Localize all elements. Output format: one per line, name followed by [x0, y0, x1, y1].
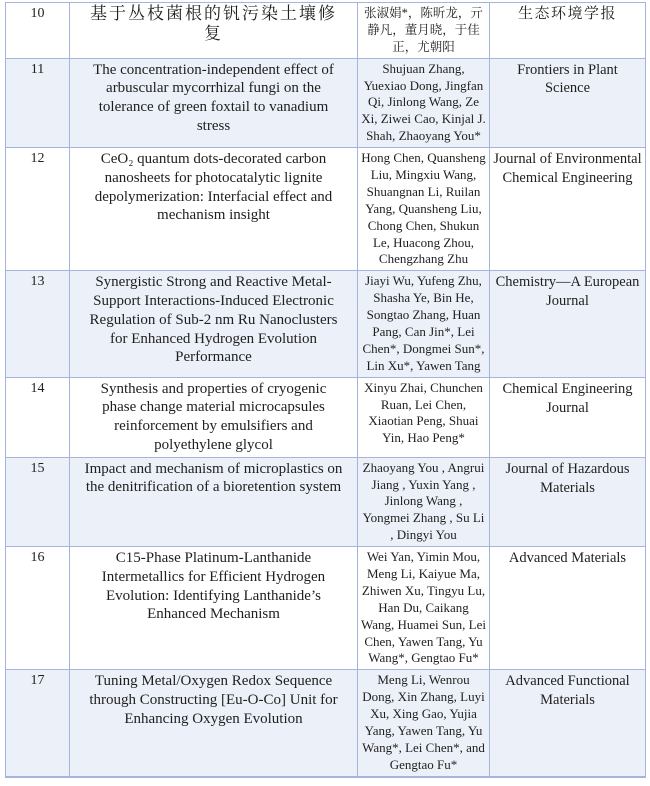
- journal-cell: Journal of Hazardous Materials: [489, 458, 645, 546]
- authors-cell: Wei Yan, Yimin Mou, Meng Li, Kaiyue Ma, Zhiwen Xu, Tingyu Lu, Han Du, Caikang Wang, Huamei Sun, Lei Chen, Yawen Tang, Yu Wang*, Gengtao Fu*: [357, 547, 489, 669]
- row-number-cell: 17: [30, 673, 45, 689]
- table-row: [6, 3, 645, 58]
- table-row: [6, 457, 645, 546]
- row-number-cell: 12: [30, 151, 45, 167]
- paper-title-cell: The concentration-independent effect of arbuscular mycorrhizal fungi on the tolerance of green foxtail to vanadium stress: [69, 59, 357, 147]
- journal-cell: Frontiers in Plant Science: [489, 59, 645, 147]
- table-row: [6, 546, 645, 669]
- paper-title-cell: Impact and mechanism of microplastics on the denitrification of a bioretention system: [69, 458, 357, 546]
- authors-cell: Xinyu Zhai, Chunchen Ruan, Lei Chen, Xiaotian Peng, Shuai Yin, Hao Peng*: [357, 378, 489, 457]
- authors-cell: 张淑娟*，陈昕龙，亓静凡，董月晓，于佳正，尤朝阳: [357, 3, 489, 58]
- authors-cell: Jiayi Wu, Yufeng Zhu, Shasha Ye, Bin He, Songtao Zhang, Huan Pang, Can Jin*, Lei Chen*, Dongmei Sun*, Lin Xu*, Yawen Tang: [357, 271, 489, 376]
- paper-title-cell: Synergistic Strong and Reactive Metal-Support Interactions-Induced Electronic Regulation of Sub-2 nm Ru Nanoclusters for Enhanced Hydrogen Evolution Performance: [69, 271, 357, 376]
- table-row: [6, 58, 645, 147]
- journal-cell: Advanced Materials: [489, 547, 645, 669]
- paper-title-cell: CeO₂ quantum dots-decorated carbon nanosheets for photocatalytic lignite depolymerization: Interfacial effect and mechanism insight: [69, 148, 357, 270]
- journal-cell: Journal of Environmental Chemical Engineering: [489, 148, 645, 270]
- row-number-cell: 13: [30, 274, 45, 290]
- authors-cell: Shujuan Zhang, Yuexiao Dong, Jingfan Qi, Jinlong Wang, Ze Xi, Ziwei Cao, Kinjal J. Shah, Zhaoyang You*: [357, 59, 489, 147]
- table-row: [6, 147, 645, 270]
- authors-cell: Meng Li, Wenrou Dong, Xin Zhang, Luyi Xu, Xing Gao, Yujia Yang, Yawen Tang, Yu Wang*, Lei Chen*, and Gengtao Fu*: [357, 670, 489, 775]
- table-row: [6, 377, 645, 457]
- journal-cell: Chemical Engineering Journal: [489, 378, 645, 457]
- authors-cell: Hong Chen, Quansheng Liu, Mingxiu Wang, Shuangnan Li, Ruilan Yang, Quansheng Liu, Chong Chen, Shukun Le, Huacong Zhou, Chengzhang Zhu: [357, 148, 489, 270]
- row-number-cell: 14: [30, 380, 45, 396]
- row-number-cell: 16: [30, 550, 45, 566]
- row-number-cell: 10: [30, 6, 45, 21]
- table-row: [6, 270, 645, 376]
- paper-title-cell: Tuning Metal/Oxygen Redox Sequence through Constructing [Eu-O-Co] Unit for Enhancing Oxygen Evolution: [69, 670, 357, 775]
- journal-cell: Chemistry—A European Journal: [489, 271, 645, 376]
- row-number-cell: 15: [30, 460, 45, 476]
- journal-cell: 生态环境学报: [489, 3, 645, 58]
- paper-title-cell: C15-Phase Platinum-Lanthanide Intermetallics for Efficient Hydrogen Evolution: Identifying Lanthanide’s Enhanced Mechanism: [69, 547, 357, 669]
- row-number-cell: 11: [30, 61, 45, 77]
- journal-cell: Advanced Functional Materials: [489, 670, 645, 775]
- table-row: [6, 669, 645, 775]
- authors-cell: Zhaoyang You , Angrui Jiang , Yuxin Yang , Jinlong Wang , Yongmei Zhang , Su Li , Dingyi You: [357, 458, 489, 546]
- paper-title-cell: 基于丛枝菌根的钒污染土壤修复: [69, 3, 357, 58]
- paper-title-cell: Synthesis and properties of cryogenic phase change material microcapsules reinforcement by emulsifiers and polyethylene glycol: [69, 378, 357, 457]
- publications-table: [5, 2, 646, 778]
